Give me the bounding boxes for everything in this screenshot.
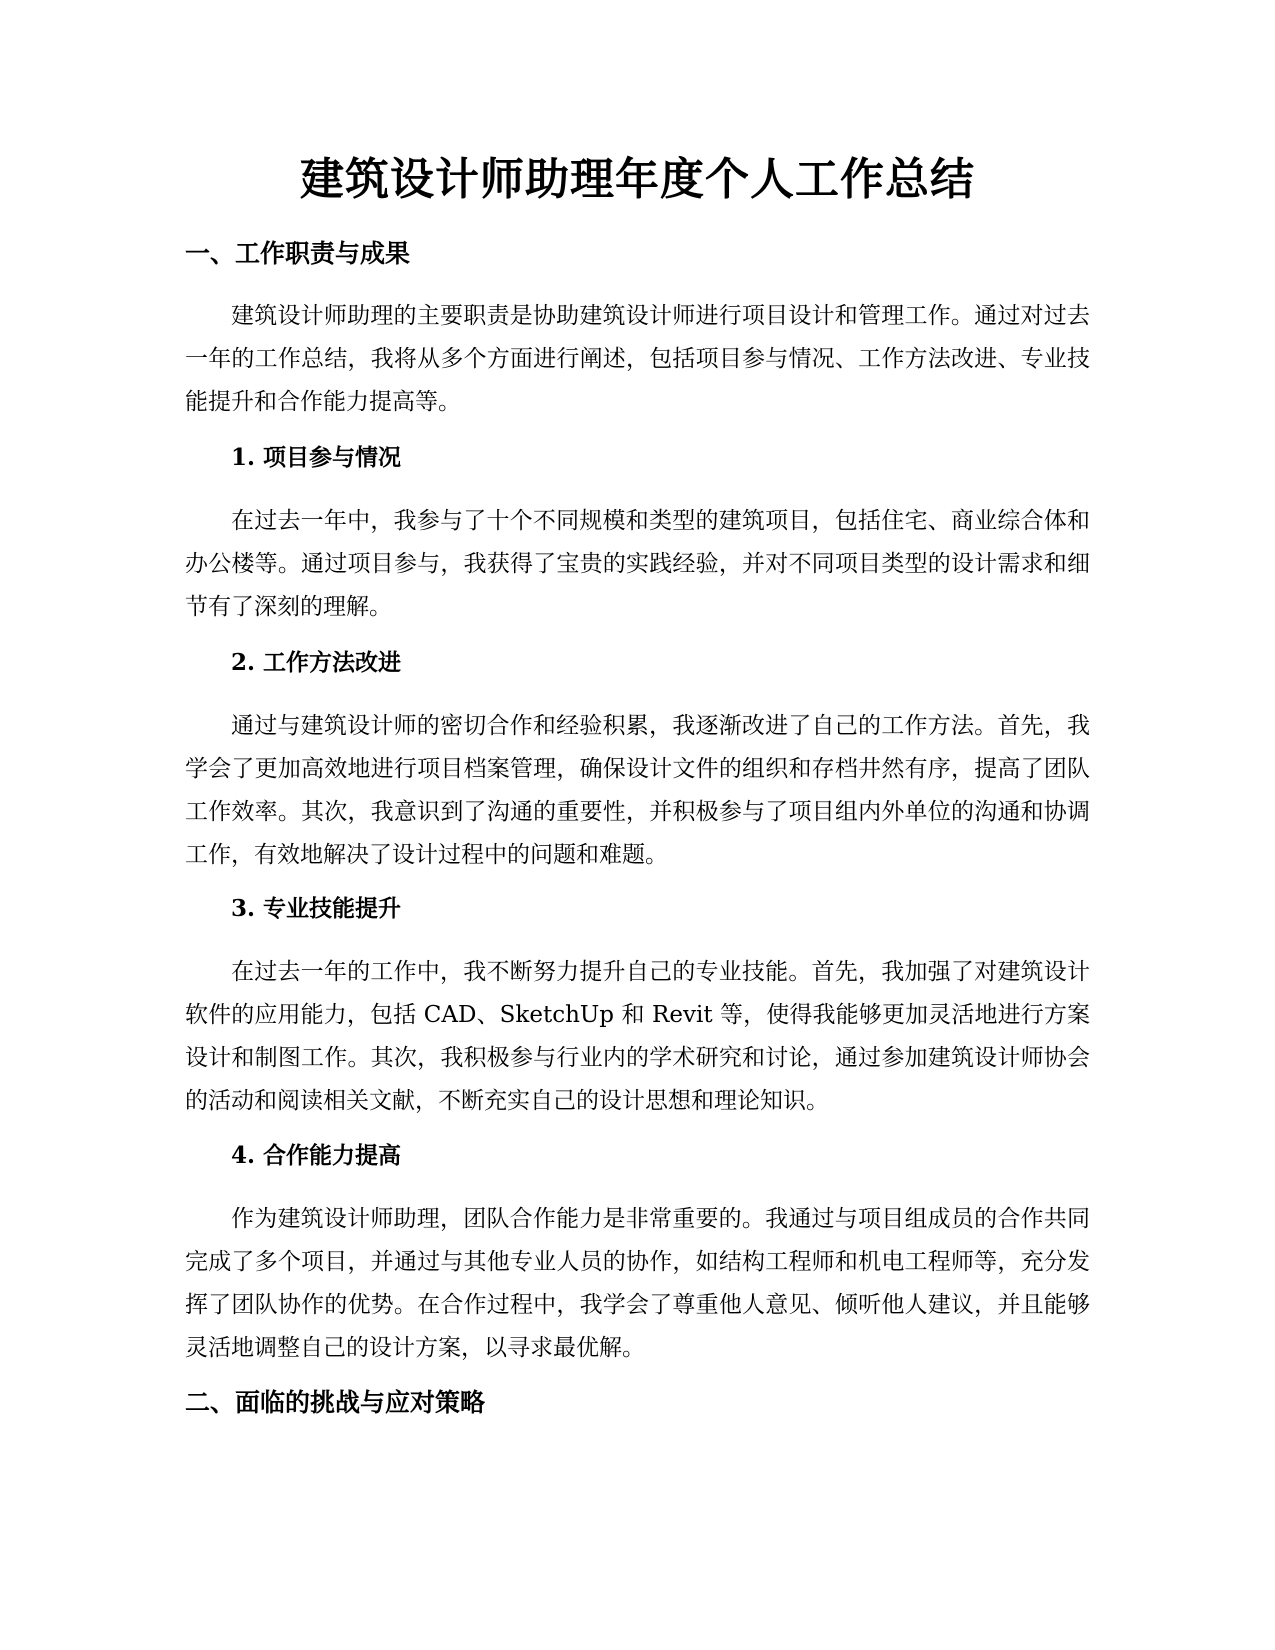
item-heading-skill-improvement: 3. 专业技能提升 [231, 895, 402, 922]
item-body-skill-improvement: 在过去一年的工作中，我不断努力提升自己的专业技能。首先，我加强了对建筑设计软件的应用能力，包括 CAD、SketchUp 和 Revit 等，使得我能够更加灵活地进行方案设计和制图工作。其次，我积极参与行业内的学术研究和讨论，通过参加建筑设计师协会的活动和阅读相关文献，不断充实自己的设计思想和理论知识。 [185, 959, 1090, 1114]
section-heading-1: 一、工作职责与成果 [185, 239, 411, 268]
document-title: 建筑设计师助理年度个人工作总结 [300, 154, 975, 205]
item-heading-cooperation: 4. 合作能力提高 [231, 1142, 402, 1169]
item-body-project-participation: 在过去一年中，我参与了十个不同规模和类型的建筑项目，包括住宅、商业综合体和办公楼等。通过项目参与，我获得了宝贵的实践经验，并对不同项目类型的设计需求和细节有了深刻的理解。 [185, 508, 1090, 620]
section-heading-2: 二、面临的挑战与应对策略 [185, 1388, 486, 1417]
item-heading-project-participation: 1. 项目参与情况 [231, 444, 402, 471]
section-intro-paragraph: 建筑设计师助理的主要职责是协助建筑设计师进行项目设计和管理工作。通过对过去一年的工作总结，我将从多个方面进行阐述，包括项目参与情况、工作方法改进、专业技能提升和合作能力提高等。 [185, 303, 1090, 415]
item-body-cooperation: 作为建筑设计师助理，团队合作能力是非常重要的。我通过与项目组成员的合作共同完成了多个项目，并通过与其他专业人员的协作，如结构工程师和机电工程师等，充分发挥了团队协作的优势。在合作过程中，我学会了尊重他人意见、倾听他人建议，并且能够灵活地调整自己的设计方案，以寻求最优解。 [185, 1206, 1090, 1361]
document-page [185, 0, 1090, 1650]
item-heading-work-method: 2. 工作方法改进 [231, 649, 402, 676]
item-body-work-method: 通过与建筑设计师的密切合作和经验积累，我逐渐改进了自己的工作方法。首先，我学会了更加高效地进行项目档案管理，确保设计文件的组织和存档井然有序，提高了团队工作效率。其次，我意识到了沟通的重要性，并积极参与了项目组内外单位的沟通和协调工作，有效地解决了设计过程中的问题和难题。 [185, 713, 1090, 868]
